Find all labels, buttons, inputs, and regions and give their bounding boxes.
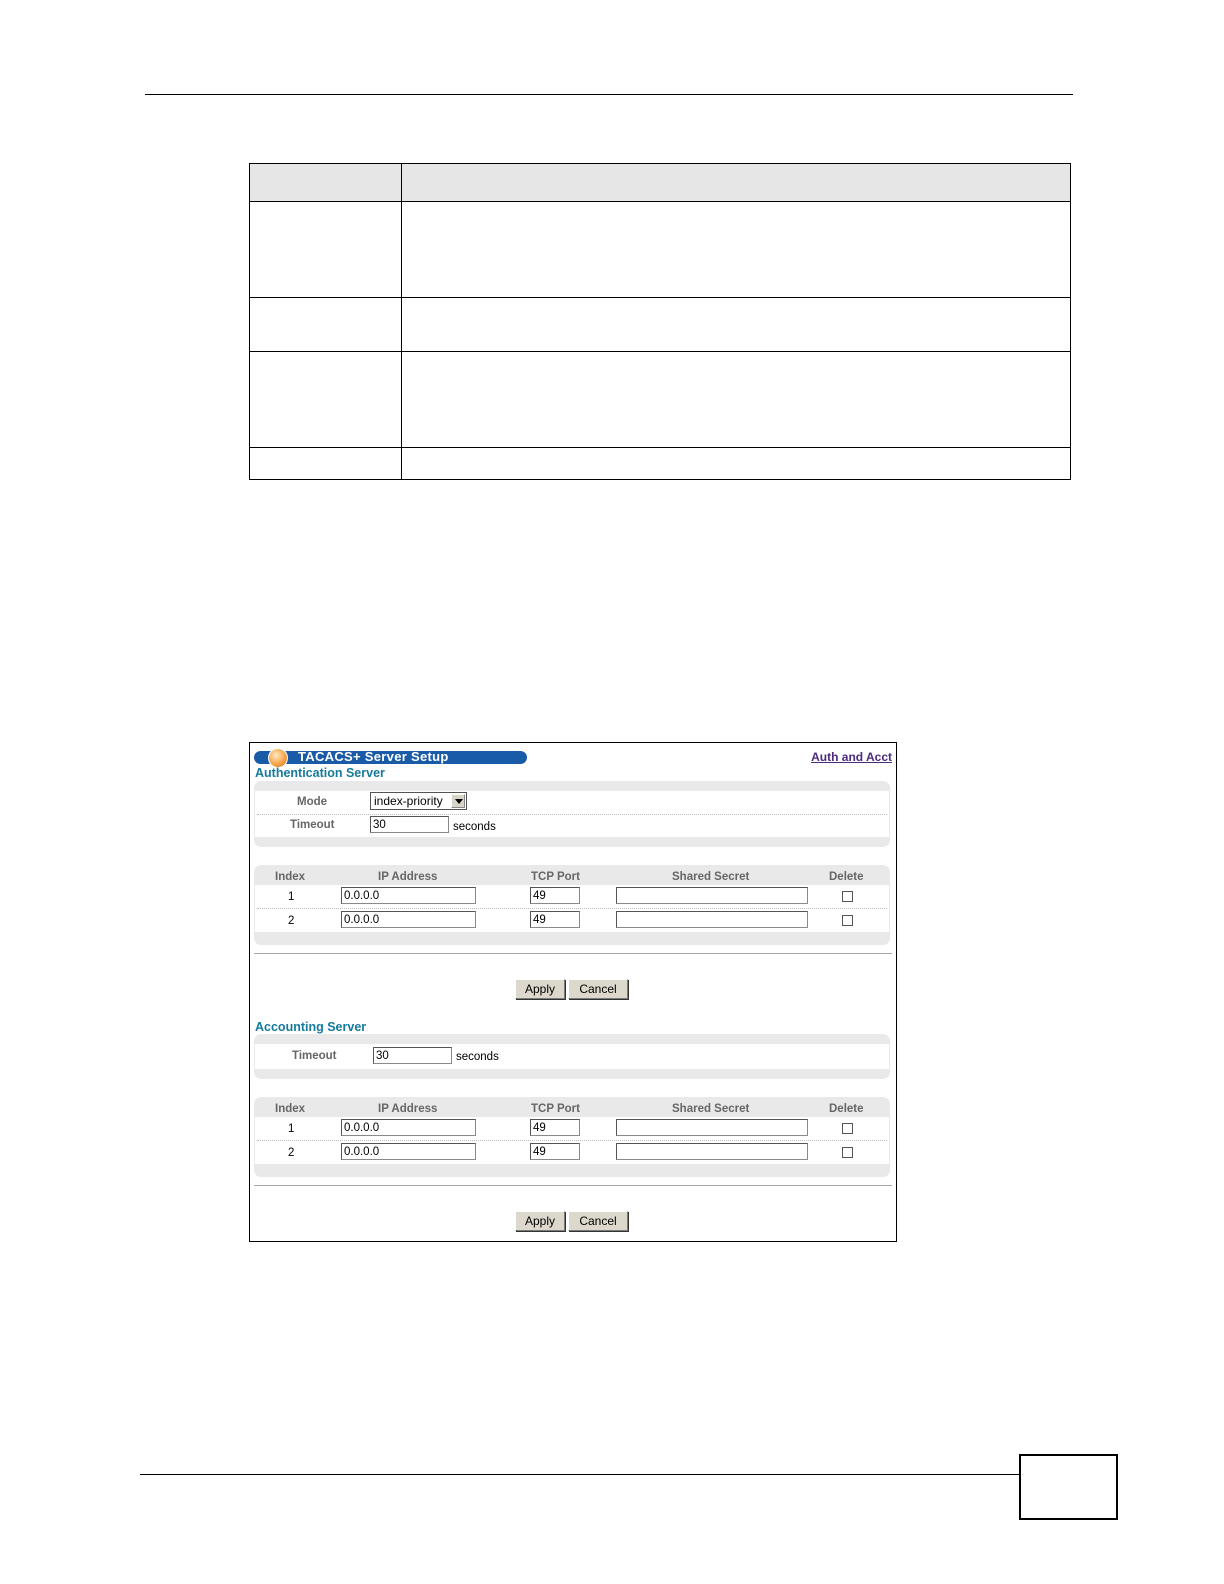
col-tcp-port: TCP Port	[531, 1103, 580, 1115]
timeout-input[interactable]: 30	[373, 1047, 452, 1064]
col-ip-address: IP Address	[378, 1103, 438, 1115]
ip-address-input[interactable]: 0.0.0.0	[341, 911, 476, 928]
divider	[254, 953, 892, 954]
auth-and-acct-link[interactable]: Auth and Acct	[811, 750, 892, 764]
row-index: 2	[288, 915, 295, 927]
timeout-unit: seconds	[453, 821, 496, 833]
ip-address-input[interactable]: 0.0.0.0	[341, 1143, 476, 1160]
divider	[254, 1185, 892, 1186]
screen-title: TACACS+ Server Setup	[298, 749, 449, 764]
row-index: 1	[288, 891, 295, 903]
col-delete: Delete	[829, 1103, 864, 1115]
auth-server-table	[254, 865, 890, 945]
table-row	[250, 448, 1071, 480]
col-tcp-port: TCP Port	[531, 871, 580, 883]
ip-address-input[interactable]: 0.0.0.0	[341, 1119, 476, 1136]
footer-rule	[140, 1474, 1020, 1475]
col-delete: Delete	[829, 871, 864, 883]
shared-secret-input[interactable]	[616, 911, 808, 928]
auth-section-title: Authentication Server	[255, 766, 385, 780]
timeout-label: Timeout	[292, 1050, 337, 1062]
tacacs-screenshot	[249, 742, 897, 1242]
acct-server-table	[254, 1097, 890, 1177]
mode-value: index-priority	[374, 794, 443, 808]
tcp-port-input[interactable]: 49	[530, 1119, 580, 1136]
timeout-input[interactable]: 30	[370, 816, 449, 833]
chevron-down-icon[interactable]	[451, 794, 465, 808]
acct-settings-panel	[254, 1034, 890, 1079]
acct-section-title: Accounting Server	[255, 1020, 367, 1034]
ip-address-input[interactable]: 0.0.0.0	[341, 887, 476, 904]
page-number-box	[1019, 1454, 1118, 1520]
delete-checkbox[interactable]	[842, 1147, 853, 1158]
delete-checkbox[interactable]	[842, 1123, 853, 1134]
timeout-unit: seconds	[456, 1051, 499, 1063]
cancel-button[interactable]: Cancel	[568, 1211, 628, 1231]
table-row	[250, 352, 1071, 448]
tcp-port-input[interactable]: 49	[530, 911, 580, 928]
apply-button[interactable]: Apply	[515, 979, 565, 999]
mode-select[interactable]	[370, 792, 467, 810]
shared-secret-input[interactable]	[616, 887, 808, 904]
timeout-label: Timeout	[290, 819, 335, 831]
row-index: 2	[288, 1147, 295, 1159]
description-table	[249, 163, 1071, 480]
tcp-port-input[interactable]: 49	[530, 887, 580, 904]
table-row	[250, 298, 1071, 352]
col-ip-address: IP Address	[378, 871, 438, 883]
orb-icon	[268, 748, 288, 768]
col-index: Index	[275, 1103, 306, 1115]
shared-secret-input[interactable]	[616, 1143, 808, 1160]
col-index: Index	[275, 871, 306, 883]
col-shared-secret: Shared Secret	[672, 1103, 750, 1115]
row-index: 1	[288, 1123, 295, 1135]
apply-button[interactable]: Apply	[515, 1211, 565, 1231]
tcp-port-input[interactable]: 49	[530, 1143, 580, 1160]
auth-settings-panel	[254, 781, 890, 847]
table-header-row	[250, 164, 1071, 202]
header-rule	[145, 94, 1073, 95]
title-bar	[254, 751, 527, 764]
table-row	[250, 202, 1071, 298]
mode-label: Mode	[297, 796, 328, 808]
col-shared-secret: Shared Secret	[672, 871, 750, 883]
delete-checkbox[interactable]	[842, 915, 853, 926]
cancel-button[interactable]: Cancel	[568, 979, 628, 999]
shared-secret-input[interactable]	[616, 1119, 808, 1136]
delete-checkbox[interactable]	[842, 891, 853, 902]
